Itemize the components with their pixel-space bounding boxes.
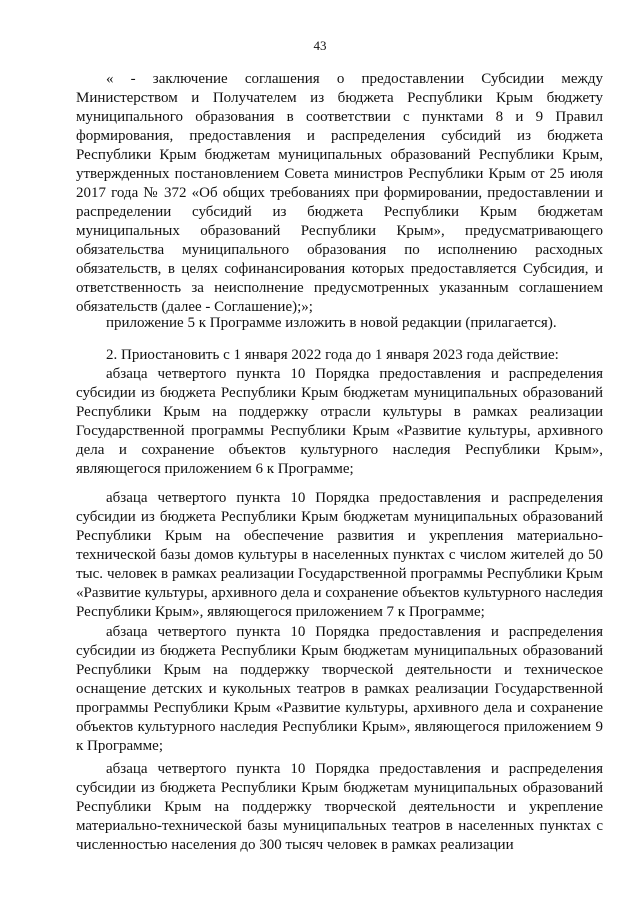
paragraph-suspend-appendix-6: абзаца четвертого пункта 10 Порядка предоставления и распределения субсидии из бюджета Республики Крым бюджетам муниципальных образований Республики Крым на поддержку отрасли культуры в рамках реализации Государственной программы Республики Крым «Развитие культуры, архивного дела и сохранение объектов культурного наследия Республики Крым», являющегося приложением 6 к Программе; — [76, 366, 603, 477]
page-number: 43 — [313, 38, 327, 53]
paragraph-suspend-appendix-9: абзаца четвертого пункта 10 Порядка предоставления и распределения субсидии из бюджета Республики Крым бюджетам муниципальных образований Республики Крым на поддержку творческой деятельности и техническое оснащение детских и кукольных театров в рамках реализации Государственной программы Республики Крым «Развитие культуры, архивного дела и сохранение объектов культурного наследия Республики Крым», являющегося приложением 9 к Программе; — [76, 624, 603, 754]
paragraph-suspend-municipal-theatres: абзаца четвертого пункта 10 Порядка предоставления и распределения субсидии из бюджета Республики Крым бюджетам муниципальных образований Республики Крым на поддержку творческой деятельности и укрепление материально-технической базы муниципальных театров в населенных пунктах с численностью населения до 300 тысяч человек в рамках реализации — [76, 761, 603, 853]
paragraph-suspend-item-2 — [76, 346, 603, 479]
paragraph-suspend-heading: 2. Приостановить с 1 января 2022 года до 1 января 2023 года действие: — [106, 347, 559, 363]
paragraph-appendix-5: приложение 5 к Программе изложить в новой редакции (прилагается). — [106, 315, 557, 331]
paragraph-agreement-conclusion: « - заключение соглашения о предоставлении Субсидии между Министерством и Получателем из бюджета Республики Крым бюджету муниципального образования в соответствии с пунктами 8 и 9 Правил формирования, предоставления и распределения субсидий из бюджета Республики Крым бюджетам муниципальных образований Республики Крым, утвержденных постановлением Совета министров Республики Крым от 25 июля 2017 года № 372 «Об общих требованиях при формировании, предоставлении и распределении субсидий из бюджета Республики Крым бюджетам муниципальных образований Республики Крым», предусматривающего обязательства муниципального образования по исполнению расходных обязательств, в целях софинансирования которых предоставляется Субсидия, и ответственность за неисполнение предусмотренных указанным соглашением обязательств (далее - Соглашение);»; — [76, 71, 603, 315]
paragraph-suspend-appendix-7: абзаца четвертого пункта 10 Порядка предоставления и распределения субсидии из бюджета Республики Крым бюджетам муниципальных образований Республики Крым на обеспечение развития и укрепления материально-технической базы домов культуры в населенных пунктах с числом жителей до 50 тыс. человек в рамках реализации Государственной программы Республики Крым «Развитие культуры, архивного дела и сохранение объектов культурного наследия Республики Крым», являющегося приложением 7 к Программе; — [76, 490, 603, 620]
